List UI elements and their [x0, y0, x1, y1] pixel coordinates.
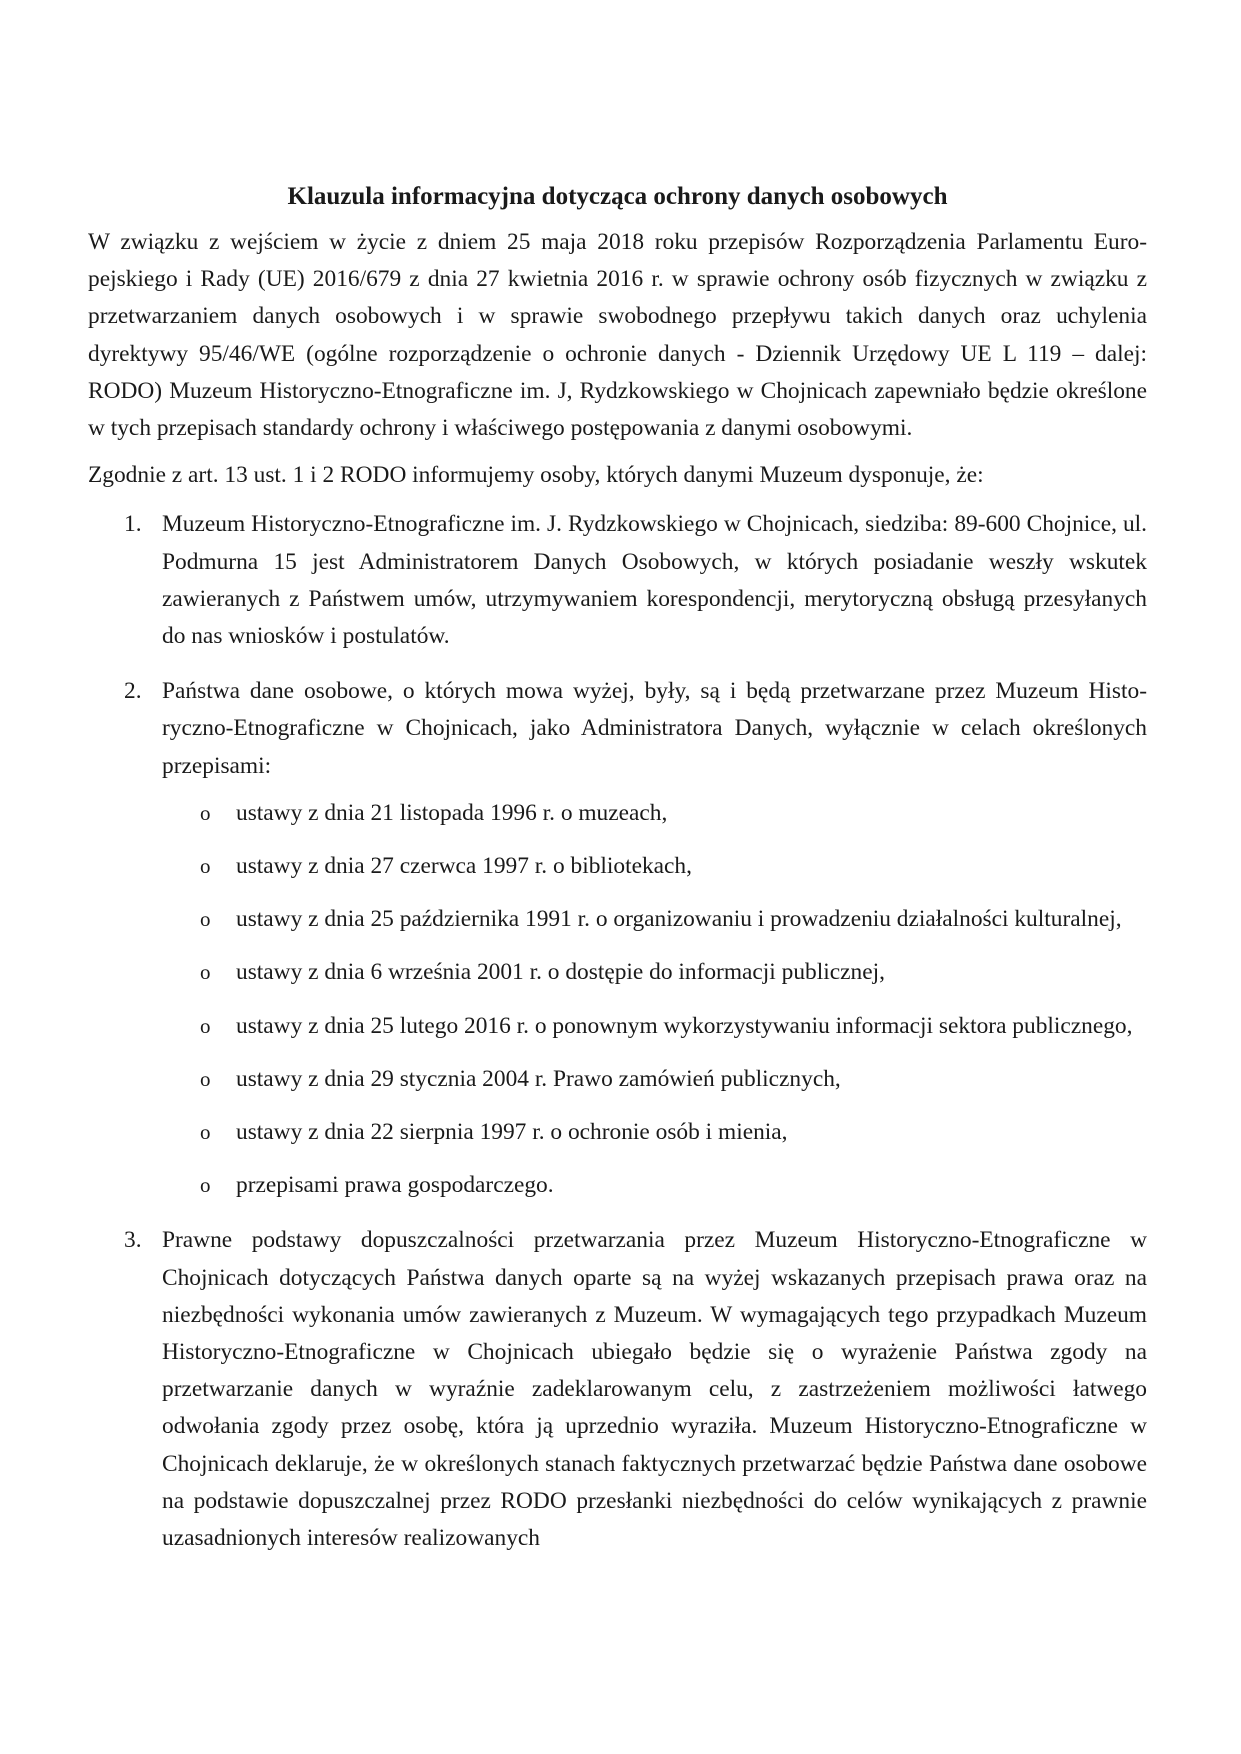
bullet-text: ustawy z dnia 29 stycznia 2004 r. Prawo zamówień publicznych,	[236, 1065, 841, 1092]
bullet-item	[162, 954, 1147, 991]
bullet-text: ustawy z dnia 25 lutego 2016 r. o ponownym wykorzystywaniu informacji sektora publicznego,	[236, 1012, 1133, 1039]
lead-paragraph: Zgodnie z art. 13 ust. 1 i 2 RODO informujemy osoby, których danymi Muzeum dysponuje, że:	[88, 462, 984, 489]
list-number: 2.	[124, 678, 142, 705]
document-page	[88, 178, 1147, 1575]
bullet-text: ustawy z dnia 21 listopada 1996 r. o muzeach,	[236, 799, 668, 826]
list-item-text: Prawne podstawy dopuszczalności przetwarzania przez Muzeum Historyczno-Etnograficzne w Chojnicach dotyczących Państwa danych oparte są na wyżej wskazanych przepisach prawa oraz na niezbędności wykonania umów zawieranych z Muzeum. W wymagających tego przypadkach Muzeum Historyczno-Etnograficzne w Chojnicach ubiegało będzie się o wyrażenie Państwa zgody na przetwarzanie danych w wyraźnie zadeklarowanym celu, z zastrzeżeniem możliwości łatwego odwołania zgody przez osobę, która ją uprzednio wyraziła. Muzeum Historyczno-Etnograficzne w Chojnicach deklaruje, że w określonych stanach faktycznych przetwarzać będzie Państwa dane osobowe na podstawie dopuszczalnej przez RODO przesłanki niezbędności do celów wynikających z prawnie uzasadnionych interesów realizowanych	[162, 1227, 1147, 1552]
list-item	[88, 506, 1147, 655]
list-item-text: Państwa dane osobowe, o których mowa wyżej, były, są i będą przetwarzane przez Muzeum Historyczno-Etnograficzne w Chojnicach, jako Administratora Danych, wyłącznie w celach określonych przepisami:	[162, 678, 1147, 779]
bullet-text: ustawy z dnia 25 października 1991 r. o organizowaniu i prowadzeniu działalności kulturalnej,	[236, 906, 1122, 933]
document-title: Klauzula informacyjna dotycząca ochrony danych osobowych	[287, 183, 948, 210]
list-item-text: Muzeum Historyczno-Etnograficzne im. J. Rydzkowskiego w Chojnicach, siedziba: 89-600 Chojnice, ul. Podmurna 15 jest Administratorem Danych Osobowych, w których posiadanie weszły wskutek zawieranych z Państwem umów, utrzymywaniem korespondencji, merytoryczną obsługą przesyłanych do nas wniosków i postulatów.	[162, 511, 1147, 650]
bullet-item	[162, 1167, 1147, 1204]
bullet-item	[162, 901, 1147, 938]
bullet-marker: o	[200, 960, 211, 985]
bullet-marker: o	[200, 1173, 211, 1198]
bullet-item	[162, 1061, 1147, 1098]
bullet-text: ustawy z dnia 6 września 2001 r. o dostępie do informacji publicznej,	[236, 959, 885, 986]
intro-paragraph: W związku z wejściem w życie z dniem 25 maja 2018 roku przepisów Rozporządzenia Parlamentu Europejskiego i Rady (UE) 2016/679 z dnia 27 kwietnia 2016 r. w sprawie ochrony osób fizycznych w związku z przetwarzaniem danych osobowych i w sprawie swobodnego przepływu takich danych oraz uchylenia dyrektywy 95/46/WE (ogólne rozporządzenie o ochronie danych - Dziennik Urzędowy UE L 119 – dalej: RODO) Muzeum Historyczno-Etnograficzne im. J, Rydzkowskiego w Chojnicach zapewniało będzie określone w tych przepisach standardy ochrony i właściwego postępowania z danymi osobowymi.	[88, 229, 1147, 442]
list-number: 1.	[124, 511, 142, 538]
bullet-marker: o	[200, 1066, 211, 1091]
bullet-item	[162, 1008, 1147, 1045]
bullet-marker: o	[200, 1013, 211, 1038]
list-item	[88, 673, 1147, 1204]
numbered-list	[88, 506, 1147, 1557]
bullet-item	[162, 848, 1147, 885]
bullet-item	[162, 795, 1147, 832]
list-number: 3.	[124, 1227, 142, 1254]
bullet-marker: o	[200, 907, 211, 932]
list-item	[88, 1222, 1147, 1557]
bullet-list	[162, 795, 1147, 1205]
bullet-text: przepisami prawa gospodarczego.	[236, 1172, 554, 1199]
bullet-marker: o	[200, 800, 211, 825]
bullet-item	[162, 1114, 1147, 1151]
bullet-marker: o	[200, 854, 211, 879]
bullet-text: ustawy z dnia 22 sierpnia 1997 r. o ochronie osób i mienia,	[236, 1119, 788, 1146]
bullet-text: ustawy z dnia 27 czerwca 1997 r. o bibliotekach,	[236, 853, 692, 880]
bullet-marker: o	[200, 1120, 211, 1145]
